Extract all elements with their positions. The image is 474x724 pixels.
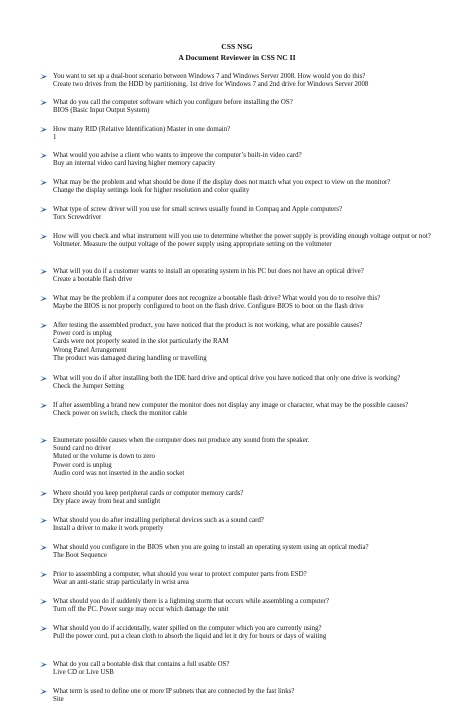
bullet-arrow-icon — [40, 544, 47, 551]
qa-text — [53, 233, 440, 249]
answer-text: Dry place away from heat and sunlight — [53, 498, 161, 506]
bullet-arrow-icon — [40, 402, 47, 409]
answer-text: Site — [53, 696, 64, 704]
answer-text: Cards were not properly seated in the slot particularly the RAM — [53, 338, 229, 346]
answer-text: 1 — [53, 134, 57, 142]
answer-text: Torx Screwdriver — [53, 214, 102, 222]
question-text: What should you do if accidentally, water spilled on the computer which you are currently using? — [53, 625, 322, 632]
answer-text: Maybe the BIOS is not properly configured to boot on the flash drive. Configure BIOS to boot on the flash drive — [53, 303, 364, 311]
question-text: How will you check and what instrument will you use to determine whether the power supply is providing enough voltage output or not? — [53, 233, 431, 240]
question-text: What will you do if a customer wants to install an operating system in his PC but does not have an optical drive? — [53, 268, 364, 275]
document-title: CSS NSG — [221, 42, 253, 51]
qa-text — [53, 126, 440, 142]
bullet-arrow-icon — [40, 625, 47, 632]
qa-text — [53, 99, 440, 115]
bullet-arrow-icon — [40, 490, 47, 497]
bullet-arrow-icon — [40, 661, 47, 668]
bullet-arrow-icon — [40, 571, 47, 578]
question-text: Prior to assembling a computer, what should you wear to protect computer parts from ESD? — [53, 571, 307, 578]
answer-text: Create a bootable flash drive — [53, 276, 133, 284]
qa-text — [53, 661, 440, 677]
answer-text: Audio cord was not inserted in the audio socket — [53, 469, 185, 477]
answer-text: Muted or the volume is down to zero — [53, 453, 156, 461]
question-text: What will you do if after installing both the IDE hard drive and optical drive you have noticed that only one drive is working? — [53, 375, 401, 382]
bullet-arrow-icon — [40, 179, 47, 186]
bullet-arrow-icon — [40, 73, 47, 80]
qa-text — [53, 625, 440, 641]
question-text: What type of screw driver will you use for small screws usually found in Compaq and Apple computers? — [53, 206, 343, 213]
answer-text: Buy an internal video card having higher memory capacity — [53, 160, 216, 168]
answer-text: Check power on switch, check the monitor cable — [53, 410, 188, 418]
qa-text — [53, 571, 440, 587]
question-text: How many RID (Relative Identification) Master in one domain? — [53, 126, 231, 133]
question-text: What do you call the computer software which you configure before installing the OS? — [53, 99, 293, 106]
qa-text — [53, 490, 440, 506]
question-text: What should you do if suddenly there is a lightning storm that occurs while assembling a computer? — [53, 598, 329, 605]
qa-text — [53, 73, 440, 89]
answer-text: Wrong Panel Arrangement — [53, 346, 127, 354]
question-text: Enumerate possible causes when the computer does not produce any sound from the speaker. — [53, 437, 310, 444]
qa-text — [53, 375, 440, 391]
question-text: What may be the problem and what should be done if the display does not match what you expect to view on the monitor? — [53, 179, 391, 186]
answer-text: Live CD or Live USB — [53, 669, 114, 677]
bullet-arrow-icon — [40, 375, 47, 382]
question-text: What may be the problem if a computer does not recognize a bootable flash drive? What would you do to resolve this? — [53, 295, 381, 302]
bullet-arrow-icon — [40, 126, 47, 133]
bullet-arrow-icon — [40, 437, 47, 444]
qa-text — [53, 688, 440, 704]
qa-text — [53, 598, 440, 614]
answer-text: Change the display settings look for higher resolution and color quality — [53, 187, 250, 195]
bullet-arrow-icon — [40, 598, 47, 605]
bullet-arrow-icon — [40, 99, 47, 106]
document-header — [0, 42, 474, 63]
bullet-arrow-icon — [40, 322, 47, 329]
qa-text — [53, 206, 440, 222]
question-text: You want to set up a dual-boot scenario between Windows 7 and Windows Server 2008. How would you do this? — [53, 73, 366, 80]
answer-text: Create two drives from the HDD by partitioning, 1st drive for Windows 7 and 2nd drive for Windows Server 2008 — [53, 81, 369, 89]
qa-text — [53, 402, 440, 418]
answer-text: The product was damaged during handling or travelling — [53, 354, 207, 362]
answer-text: BIOS (Basic Input Output System) — [53, 107, 150, 115]
question-text: What would you advise a client who wants to improve the computer’s built-in video card? — [53, 152, 302, 159]
bullet-arrow-icon — [40, 517, 47, 524]
answer-text: Install a driver to make it work properly — [53, 525, 164, 533]
answer-text: Sound card no driver — [53, 445, 111, 453]
answer-text: Power cord is unplug — [53, 461, 112, 469]
qa-text — [53, 544, 440, 560]
answer-text: Voltmeter. Measure the output voltage of the power supply using appropriate setting on the voltmeter — [53, 241, 332, 249]
bullet-arrow-icon — [40, 268, 47, 275]
qa-text — [53, 517, 440, 533]
question-text: After testing the assembled product, you have noticed that the product is not working, what are possible causes? — [53, 322, 363, 329]
answer-text: Wear an anti-static strap particularly in wrist area — [53, 579, 189, 587]
qa-text — [53, 268, 440, 284]
answer-text: Pull the power cord, put a clean cloth to absorb the liquid and let it dry for hours or days of waiting — [53, 633, 327, 641]
bullet-arrow-icon — [40, 688, 47, 695]
qa-text — [53, 437, 440, 478]
question-text: What should you configure in the BIOS when you are going to install an operating system using an optical media? — [53, 544, 369, 551]
answer-text: Check the Jumper Setting — [53, 383, 124, 391]
question-text: Where should you keep peripheral cards or computer memory cards? — [53, 490, 244, 497]
question-text: What should you do after installing peripheral devices such as a sound card? — [53, 517, 264, 524]
answer-text: Turn off the PC. Power surge may occur which damage the unit — [53, 606, 229, 614]
question-text: If after assembling a brand new computer the monitor does not display any image or character, what may be the possible causes? — [53, 402, 409, 409]
question-text: What do you call a bootable disk that contains a full usable OS? — [53, 661, 230, 668]
qa-text — [53, 179, 440, 195]
qa-text — [53, 152, 440, 168]
qa-text — [53, 295, 440, 311]
bullet-arrow-icon — [40, 233, 47, 240]
answer-text: Power cord is unplug — [53, 330, 112, 338]
document-subtitle: A Document Reviewer in CSS NC II — [178, 52, 296, 62]
bullet-arrow-icon — [40, 295, 47, 302]
qa-text — [53, 322, 440, 363]
bullet-arrow-icon — [40, 152, 47, 159]
question-text: What term is used to define one or more IP subnets that are connected by the fast links? — [53, 688, 295, 695]
answer-text: The Boot Sequence — [53, 552, 107, 560]
bullet-arrow-icon — [40, 206, 47, 213]
